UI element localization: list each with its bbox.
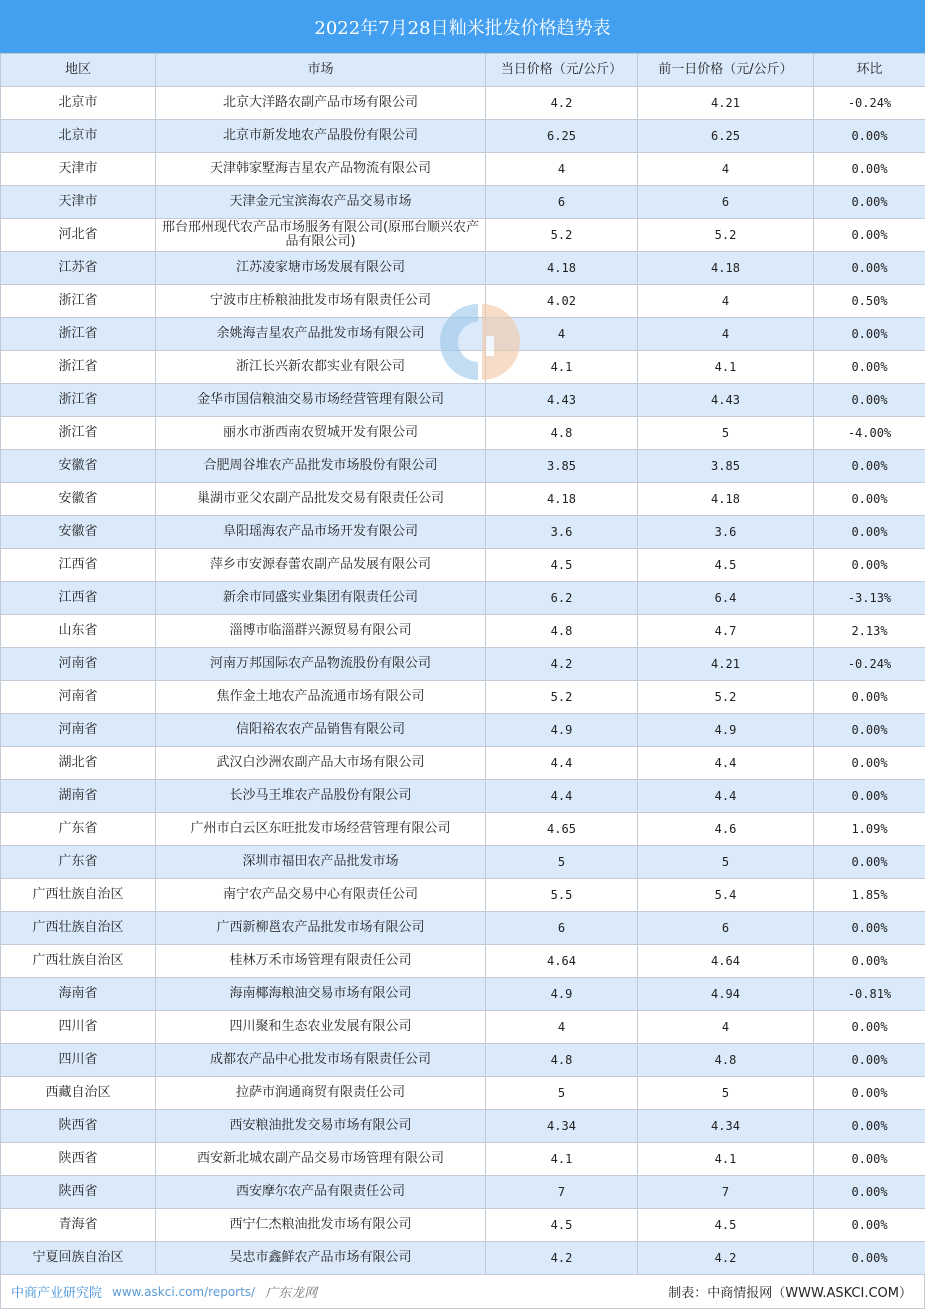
cell-change: 0.00% <box>814 483 925 516</box>
cell-prev-price: 5 <box>638 846 814 879</box>
watermark-url: www.askci.com/reports/ <box>112 1284 256 1299</box>
cell-region: 陕西省 <box>1 1143 156 1176</box>
table-row <box>1 1209 925 1242</box>
cell-change: 0.00% <box>814 1209 925 1242</box>
cell-market: 西安摩尔农产品有限责任公司 <box>156 1176 486 1209</box>
cell-today-price: 4.2 <box>486 1242 638 1275</box>
cell-today-price: 6.25 <box>486 120 638 153</box>
cell-market: 长沙马王堆农产品股份有限公司 <box>156 780 486 813</box>
table-row <box>1 747 925 780</box>
cell-today-price: 6 <box>486 912 638 945</box>
price-table <box>0 53 925 1275</box>
cell-market: 余姚海吉星农产品批发市场有限公司 <box>156 318 486 351</box>
table-row <box>1 1110 925 1143</box>
cell-region: 湖北省 <box>1 747 156 780</box>
cell-region: 江西省 <box>1 582 156 615</box>
cell-today-price: 5 <box>486 1077 638 1110</box>
cell-change: 0.00% <box>814 1176 925 1209</box>
table-row <box>1 252 925 285</box>
cell-region: 安徽省 <box>1 483 156 516</box>
cell-today-price: 4.4 <box>486 747 638 780</box>
cell-region: 江苏省 <box>1 252 156 285</box>
cell-today-price: 4.9 <box>486 714 638 747</box>
footer <box>0 1275 925 1309</box>
corner-watermark: 广东龙网 <box>265 1286 318 1301</box>
cell-market: 合肥周谷堆农产品批发市场股份有限公司 <box>156 450 486 483</box>
cell-change: 0.00% <box>814 747 925 780</box>
cell-market: 天津金元宝滨海农产品交易市场 <box>156 186 486 219</box>
table-row <box>1 318 925 351</box>
table-row <box>1 978 925 1011</box>
table-row <box>1 153 925 186</box>
cell-market: 吴忠市鑫鲜农产品市场有限公司 <box>156 1242 486 1275</box>
cell-prev-price: 4.34 <box>638 1110 814 1143</box>
cell-change: 0.00% <box>814 219 925 252</box>
cell-change: 0.00% <box>814 384 925 417</box>
cell-today-price: 4.43 <box>486 384 638 417</box>
cell-change: -0.81% <box>814 978 925 1011</box>
cell-prev-price: 3.6 <box>638 516 814 549</box>
cell-market: 桂林万禾市场管理有限责任公司 <box>156 945 486 978</box>
cell-change: 0.00% <box>814 351 925 384</box>
cell-region: 四川省 <box>1 1011 156 1044</box>
cell-change: 0.00% <box>814 1242 925 1275</box>
cell-region: 浙江省 <box>1 351 156 384</box>
cell-market: 西安粮油批发交易市场有限公司 <box>156 1110 486 1143</box>
cell-change: -0.24% <box>814 87 925 120</box>
cell-region: 广东省 <box>1 846 156 879</box>
cell-today-price: 4.8 <box>486 417 638 450</box>
cell-region: 安徽省 <box>1 516 156 549</box>
cell-market: 西安新北城农副产品交易市场管理有限公司 <box>156 1143 486 1176</box>
cell-region: 广西壮族自治区 <box>1 945 156 978</box>
cell-today-price: 4.18 <box>486 252 638 285</box>
cell-prev-price: 4.43 <box>638 384 814 417</box>
cell-market: 萍乡市安源春蕾农副产品发展有限公司 <box>156 549 486 582</box>
cell-change: 0.00% <box>814 1011 925 1044</box>
cell-market: 金华市国信粮油交易市场经营管理有限公司 <box>156 384 486 417</box>
cell-change: 0.00% <box>814 1077 925 1110</box>
cell-market: 北京大洋路农副产品市场有限公司 <box>156 87 486 120</box>
cell-prev-price: 4.64 <box>638 945 814 978</box>
cell-today-price: 3.6 <box>486 516 638 549</box>
table-row <box>1 483 925 516</box>
table-row <box>1 516 925 549</box>
cell-change: -4.00% <box>814 417 925 450</box>
cell-market: 北京市新发地农产品股份有限公司 <box>156 120 486 153</box>
cell-region: 天津市 <box>1 153 156 186</box>
cell-prev-price: 5 <box>638 417 814 450</box>
cell-today-price: 4 <box>486 318 638 351</box>
cell-market: 拉萨市润通商贸有限责任公司 <box>156 1077 486 1110</box>
cell-change: 0.00% <box>814 252 925 285</box>
cell-today-price: 4.5 <box>486 1209 638 1242</box>
table-row <box>1 120 925 153</box>
cell-prev-price: 6.4 <box>638 582 814 615</box>
cell-region: 湖南省 <box>1 780 156 813</box>
cell-change: 0.00% <box>814 846 925 879</box>
cell-change: -3.13% <box>814 582 925 615</box>
cell-region: 西藏自治区 <box>1 1077 156 1110</box>
cell-change: 1.09% <box>814 813 925 846</box>
cell-market: 广州市白云区东旺批发市场经营管理有限公司 <box>156 813 486 846</box>
cell-today-price: 4.65 <box>486 813 638 846</box>
cell-prev-price: 5.4 <box>638 879 814 912</box>
cell-market: 邢台邢州现代农产品市场服务有限公司(原邢台顺兴农产品有限公司) <box>156 219 486 252</box>
table-row <box>1 1077 925 1110</box>
cell-market: 武汉白沙洲农副产品大市场有限公司 <box>156 747 486 780</box>
cell-change: 0.00% <box>814 780 925 813</box>
cell-market: 丽水市浙西南农贸城开发有限公司 <box>156 417 486 450</box>
header-region: 地区 <box>1 54 156 87</box>
header-change: 环比 <box>814 54 925 87</box>
cell-today-price: 4.1 <box>486 1143 638 1176</box>
cell-prev-price: 4 <box>638 153 814 186</box>
cell-change: 0.00% <box>814 153 925 186</box>
cell-prev-price: 4.21 <box>638 648 814 681</box>
cell-market: 天津韩家墅海吉星农产品物流有限公司 <box>156 153 486 186</box>
table-row <box>1 813 925 846</box>
cell-prev-price: 3.85 <box>638 450 814 483</box>
cell-today-price: 4.2 <box>486 648 638 681</box>
cell-prev-price: 4.94 <box>638 978 814 1011</box>
cell-region: 北京市 <box>1 87 156 120</box>
table-row <box>1 780 925 813</box>
table-row <box>1 681 925 714</box>
cell-region: 浙江省 <box>1 285 156 318</box>
cell-change: 2.13% <box>814 615 925 648</box>
cell-change: 0.00% <box>814 945 925 978</box>
cell-region: 广西壮族自治区 <box>1 912 156 945</box>
cell-market: 南宁农产品交易中心有限责任公司 <box>156 879 486 912</box>
table-row <box>1 87 925 120</box>
cell-region: 广东省 <box>1 813 156 846</box>
cell-change: 0.00% <box>814 318 925 351</box>
cell-market: 新余市同盛实业集团有限责任公司 <box>156 582 486 615</box>
cell-region: 海南省 <box>1 978 156 1011</box>
cell-today-price: 6 <box>486 186 638 219</box>
cell-today-price: 4.18 <box>486 483 638 516</box>
cell-prev-price: 6 <box>638 912 814 945</box>
cell-today-price: 5.2 <box>486 219 638 252</box>
cell-today-price: 4.34 <box>486 1110 638 1143</box>
cell-market: 江苏凌家塘市场发展有限公司 <box>156 252 486 285</box>
cell-region: 浙江省 <box>1 384 156 417</box>
cell-region: 河南省 <box>1 681 156 714</box>
cell-prev-price: 4.8 <box>638 1044 814 1077</box>
cell-change: 0.00% <box>814 1143 925 1176</box>
table-row <box>1 582 925 615</box>
cell-market: 海南椰海粮油交易市场有限公司 <box>156 978 486 1011</box>
table-row <box>1 1176 925 1209</box>
cell-prev-price: 4.18 <box>638 252 814 285</box>
cell-prev-price: 4.18 <box>638 483 814 516</box>
cell-today-price: 4.4 <box>486 780 638 813</box>
cell-prev-price: 4.2 <box>638 1242 814 1275</box>
header-market: 市场 <box>156 54 486 87</box>
cell-market: 四川聚和生态农业发展有限公司 <box>156 1011 486 1044</box>
cell-region: 北京市 <box>1 120 156 153</box>
cell-region: 河南省 <box>1 714 156 747</box>
cell-change: 1.85% <box>814 879 925 912</box>
cell-today-price: 4.1 <box>486 351 638 384</box>
table-row <box>1 1143 925 1176</box>
cell-change: 0.00% <box>814 681 925 714</box>
cell-today-price: 4 <box>486 153 638 186</box>
cell-today-price: 7 <box>486 1176 638 1209</box>
cell-region: 浙江省 <box>1 417 156 450</box>
cell-market: 阜阳瑶海农产品市场开发有限公司 <box>156 516 486 549</box>
cell-market: 浙江长兴新农都实业有限公司 <box>156 351 486 384</box>
cell-change: 0.00% <box>814 1044 925 1077</box>
header-today-price: 当日价格（元/公斤） <box>486 54 638 87</box>
cell-prev-price: 4.9 <box>638 714 814 747</box>
watermark-text-group <box>11 1282 317 1301</box>
cell-region: 江西省 <box>1 549 156 582</box>
table-row <box>1 1044 925 1077</box>
cell-change: 0.50% <box>814 285 925 318</box>
cell-market: 成都农产品中心批发市场有限责任公司 <box>156 1044 486 1077</box>
cell-today-price: 4.9 <box>486 978 638 1011</box>
table-row <box>1 384 925 417</box>
table-row <box>1 285 925 318</box>
table-row <box>1 549 925 582</box>
cell-prev-price: 6.25 <box>638 120 814 153</box>
cell-market: 深圳市福田农产品批发市场 <box>156 846 486 879</box>
cell-market: 广西新柳邕农产品批发市场有限公司 <box>156 912 486 945</box>
table-row <box>1 846 925 879</box>
cell-today-price: 5.5 <box>486 879 638 912</box>
cell-region: 浙江省 <box>1 318 156 351</box>
cell-today-price: 4.5 <box>486 549 638 582</box>
cell-change: 0.00% <box>814 549 925 582</box>
cell-change: 0.00% <box>814 120 925 153</box>
cell-change: 0.00% <box>814 912 925 945</box>
cell-prev-price: 4.4 <box>638 747 814 780</box>
cell-market: 信阳裕农农产品销售有限公司 <box>156 714 486 747</box>
cell-market: 宁波市庄桥粮油批发市场有限责任公司 <box>156 285 486 318</box>
footer-source: 制表：中商情报网（WWW.ASKCI.COM） <box>668 1286 912 1301</box>
cell-market: 河南万邦国际农产品物流股份有限公司 <box>156 648 486 681</box>
table-row <box>1 219 925 252</box>
cell-region: 宁夏回族自治区 <box>1 1242 156 1275</box>
cell-prev-price: 6 <box>638 186 814 219</box>
table-row <box>1 648 925 681</box>
table-title: 2022年7月28日籼米批发价格趋势表 <box>0 0 925 53</box>
cell-today-price: 3.85 <box>486 450 638 483</box>
cell-change: 0.00% <box>814 1110 925 1143</box>
cell-prev-price: 4.1 <box>638 1143 814 1176</box>
cell-today-price: 4 <box>486 1011 638 1044</box>
table-row <box>1 945 925 978</box>
watermark-name: 中商产业研究院 <box>11 1286 103 1301</box>
cell-today-price: 5.2 <box>486 681 638 714</box>
cell-region: 安徽省 <box>1 450 156 483</box>
cell-region: 山东省 <box>1 615 156 648</box>
table-row <box>1 1011 925 1044</box>
cell-change: 0.00% <box>814 450 925 483</box>
cell-today-price: 6.2 <box>486 582 638 615</box>
cell-change: 0.00% <box>814 186 925 219</box>
table-row <box>1 615 925 648</box>
cell-change: 0.00% <box>814 714 925 747</box>
cell-region: 河北省 <box>1 219 156 252</box>
cell-today-price: 4.2 <box>486 87 638 120</box>
cell-prev-price: 4.4 <box>638 780 814 813</box>
header-row <box>1 54 925 87</box>
cell-region: 广西壮族自治区 <box>1 879 156 912</box>
table-row <box>1 912 925 945</box>
cell-today-price: 4.02 <box>486 285 638 318</box>
table-row <box>1 186 925 219</box>
cell-region: 四川省 <box>1 1044 156 1077</box>
table-row <box>1 879 925 912</box>
cell-region: 河南省 <box>1 648 156 681</box>
cell-prev-price: 7 <box>638 1176 814 1209</box>
cell-market: 焦作金土地农产品流通市场有限公司 <box>156 681 486 714</box>
table-row <box>1 450 925 483</box>
table-row <box>1 1242 925 1275</box>
cell-market: 巢湖市亚父农副产品批发交易有限责任公司 <box>156 483 486 516</box>
cell-prev-price: 4.5 <box>638 549 814 582</box>
cell-today-price: 5 <box>486 846 638 879</box>
cell-prev-price: 4 <box>638 318 814 351</box>
header-prev-price: 前一日价格（元/公斤） <box>638 54 814 87</box>
cell-change: 0.00% <box>814 516 925 549</box>
cell-prev-price: 4.21 <box>638 87 814 120</box>
table-row <box>1 351 925 384</box>
cell-prev-price: 4 <box>638 285 814 318</box>
cell-prev-price: 4.7 <box>638 615 814 648</box>
cell-change: -0.24% <box>814 648 925 681</box>
cell-region: 陕西省 <box>1 1176 156 1209</box>
cell-today-price: 4.64 <box>486 945 638 978</box>
cell-prev-price: 5 <box>638 1077 814 1110</box>
table-row <box>1 714 925 747</box>
cell-prev-price: 5.2 <box>638 681 814 714</box>
table-row <box>1 417 925 450</box>
cell-prev-price: 4.1 <box>638 351 814 384</box>
cell-today-price: 4.8 <box>486 615 638 648</box>
cell-region: 青海省 <box>1 1209 156 1242</box>
cell-region: 陕西省 <box>1 1110 156 1143</box>
cell-region: 天津市 <box>1 186 156 219</box>
cell-prev-price: 4 <box>638 1011 814 1044</box>
cell-today-price: 4.8 <box>486 1044 638 1077</box>
cell-market: 西宁仁杰粮油批发市场有限公司 <box>156 1209 486 1242</box>
cell-market: 淄博市临淄群兴源贸易有限公司 <box>156 615 486 648</box>
cell-prev-price: 4.6 <box>638 813 814 846</box>
cell-prev-price: 5.2 <box>638 219 814 252</box>
cell-prev-price: 4.5 <box>638 1209 814 1242</box>
